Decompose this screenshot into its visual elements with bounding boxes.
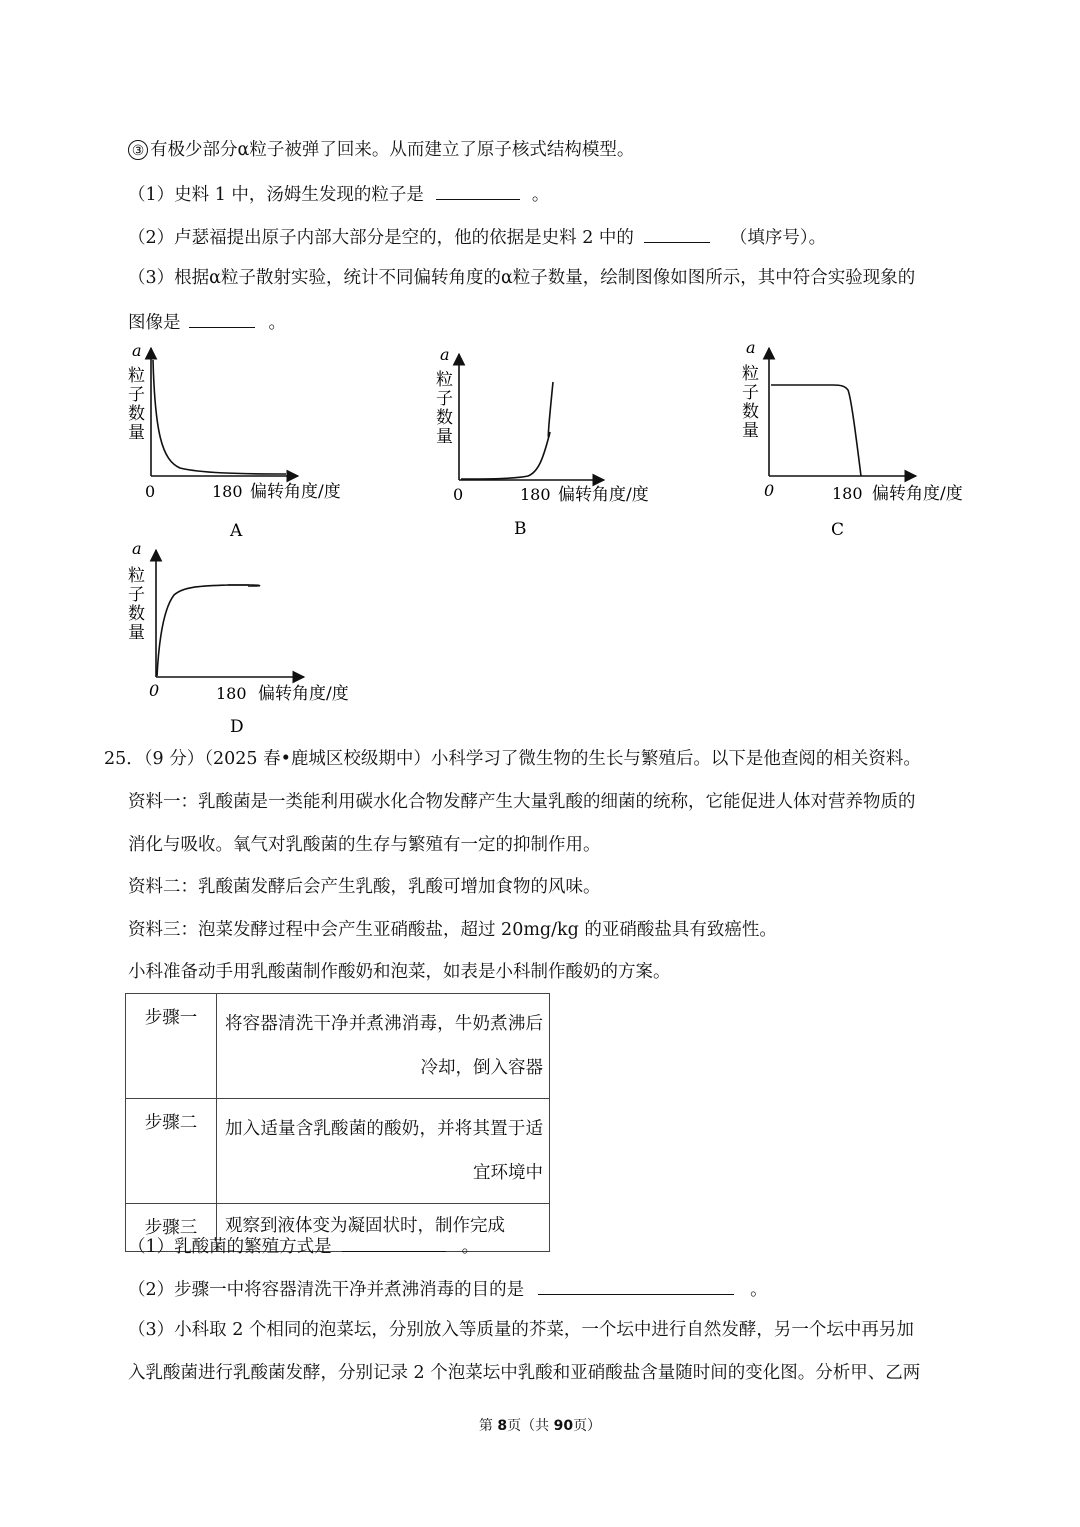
y-label-char: 数 [742, 402, 759, 422]
question-text: （1）史料 1 中，汤姆生发现的粒子是 [128, 185, 424, 205]
footer-text: 页） [573, 1418, 602, 1434]
answer-blank[interactable] [538, 1276, 734, 1295]
sub-question-2 [128, 1276, 768, 1302]
sub-question-3-line-b: 入乳酸菌进行乳酸菌发酵，分别记录 2 个泡菜坛中乳酸和亚硝酸盐含量随时间的变化图。分析甲、乙两 [128, 1363, 921, 1383]
y-label-char: 量 [128, 423, 145, 443]
graph-caption: C [831, 520, 845, 540]
y-axis-symbol: a [132, 539, 142, 558]
table-row [126, 1099, 550, 1204]
graph-d [118, 538, 378, 738]
y-label-char: 粒 [128, 366, 145, 386]
question-3-line-b [128, 309, 286, 335]
y-label-char: 数 [436, 408, 453, 428]
answer-blank[interactable] [436, 181, 520, 200]
answer-blank[interactable] [189, 309, 255, 328]
page-footer [0, 1415, 1080, 1435]
question-1 [128, 181, 549, 207]
step-description: 观察到液体变为凝固状时，制作完成 [217, 1204, 550, 1252]
origin-label: 0 [453, 485, 464, 504]
table-intro: 小科准备动手用乳酸菌制作酸奶和泡菜，如表是小科制作酸奶的方案。 [128, 962, 671, 982]
y-label-char: 量 [436, 427, 453, 447]
y-axis-symbol: a [746, 338, 756, 357]
x-tick-label: 180 [832, 484, 863, 503]
y-label-char: 粒 [436, 370, 453, 390]
graph-b [428, 342, 678, 542]
circled-number: ③ [128, 140, 148, 160]
question-text: （2）步骤一中将容器清洗干净并煮沸消毒的目的是 [128, 1280, 525, 1300]
footer-text: 页（共 [507, 1418, 554, 1434]
x-tick-label: 180 [520, 485, 551, 504]
question-text: （2）卢瑟福提出原子内部大部分是空的，他的依据是史料 2 中的 [128, 228, 634, 248]
y-label-char: 数 [128, 404, 145, 424]
answer-blank[interactable] [342, 1233, 446, 1252]
answer-blank[interactable] [644, 224, 710, 243]
question-punct: 。 [750, 1280, 768, 1300]
curve [771, 385, 861, 476]
graph-a [118, 338, 368, 543]
graph-caption: B [514, 519, 527, 539]
text-line-3 [128, 138, 634, 162]
y-axis-symbol: a [440, 345, 450, 364]
footer-text: 第 [478, 1418, 498, 1434]
graph-c [738, 338, 988, 543]
question-text: （1）乳酸菌的繁殖方式是 [128, 1237, 332, 1257]
step-description: 将容器清洗干净并煮沸消毒，牛奶煮沸后冷却，倒入容器 [217, 994, 550, 1099]
material-2: 资料二：乳酸菌发酵后会产生乳酸，乳酸可增加食物的风味。 [128, 877, 601, 897]
material-1-line-a: 资料一：乳酸菌是一类能利用碳水化合物发酵产生大量乳酸的细菌的统称，它能促进人体对营养物质的 [128, 792, 916, 812]
y-label-char: 数 [128, 604, 145, 624]
x-axis-label: 偏转角度/度 [872, 484, 963, 504]
step-description: 加入适量含乳酸菌的酸奶，并将其置于适宜环境中 [217, 1099, 550, 1204]
question-punct: （填序号）。 [729, 228, 827, 248]
x-axis-label: 偏转角度/度 [250, 482, 341, 502]
origin-label: 0 [149, 681, 160, 700]
x-tick-label: 180 [212, 482, 243, 501]
graph-caption: D [230, 717, 244, 737]
step-label: 步骤一 [126, 994, 217, 1099]
y-label-char: 粒 [742, 364, 759, 384]
y-label-char: 子 [128, 585, 145, 605]
y-label-char: 子 [742, 383, 759, 403]
x-axis-label: 偏转角度/度 [558, 485, 649, 505]
steps-table [125, 993, 550, 1252]
question-punct: 。 [268, 313, 286, 333]
y-label-char: 子 [128, 385, 145, 405]
y-label-char: 量 [128, 623, 145, 643]
page-total: 90 [553, 1418, 574, 1434]
question-text: 图像是 [128, 313, 181, 333]
step-label: 步骤三 [126, 1204, 217, 1252]
origin-label: 0 [764, 481, 775, 500]
curve [153, 360, 286, 474]
x-axis-label: 偏转角度/度 [258, 684, 349, 704]
y-label-char: 子 [436, 389, 453, 409]
y-axis-symbol: a [132, 341, 142, 360]
question-punct: 。 [461, 1237, 480, 1257]
material-1-line-b: 消化与吸收。氧气对乳酸菌的生存与繁殖有一定的抑制作用。 [128, 835, 601, 855]
step-label: 步骤二 [126, 1099, 217, 1204]
sub-question-1 [128, 1233, 479, 1259]
curve [461, 382, 553, 479]
question-punct: 。 [531, 185, 550, 205]
sub-question-3-line-a: （3）小科取 2 个相同的泡菜坛，分别放入等质量的芥菜，一个坛中进行自然发酵，另一个坛中再另加 [128, 1320, 914, 1340]
material-3: 资料三：泡菜发酵过程中会产生亚硝酸盐，超过 20mg/kg 的亚硝酸盐具有致癌性。 [128, 920, 777, 940]
q25-header: 25．（9 分）（2025 春•鹿城区校级期中）小科学习了微生物的生长与繁殖后。以下是他查阅的相关资料。 [104, 749, 921, 769]
y-label-char: 粒 [128, 566, 145, 586]
origin-label: 0 [145, 482, 156, 501]
page-number: 8 [497, 1418, 508, 1434]
question-2 [128, 224, 826, 250]
question-3-line-a: （3）根据α粒子散射实验，统计不同偏转角度的α粒子数量，绘制图像如图所示，其中符合实验现象的 [128, 268, 916, 288]
graph-caption: A [230, 521, 243, 541]
curve [157, 585, 260, 676]
line-text: 有极少部分α粒子被弹了回来。从而建立了原子核式结构模型。 [150, 140, 635, 160]
table-row [126, 994, 550, 1099]
x-tick-label: 180 [216, 684, 247, 703]
y-label-char: 量 [742, 421, 759, 441]
